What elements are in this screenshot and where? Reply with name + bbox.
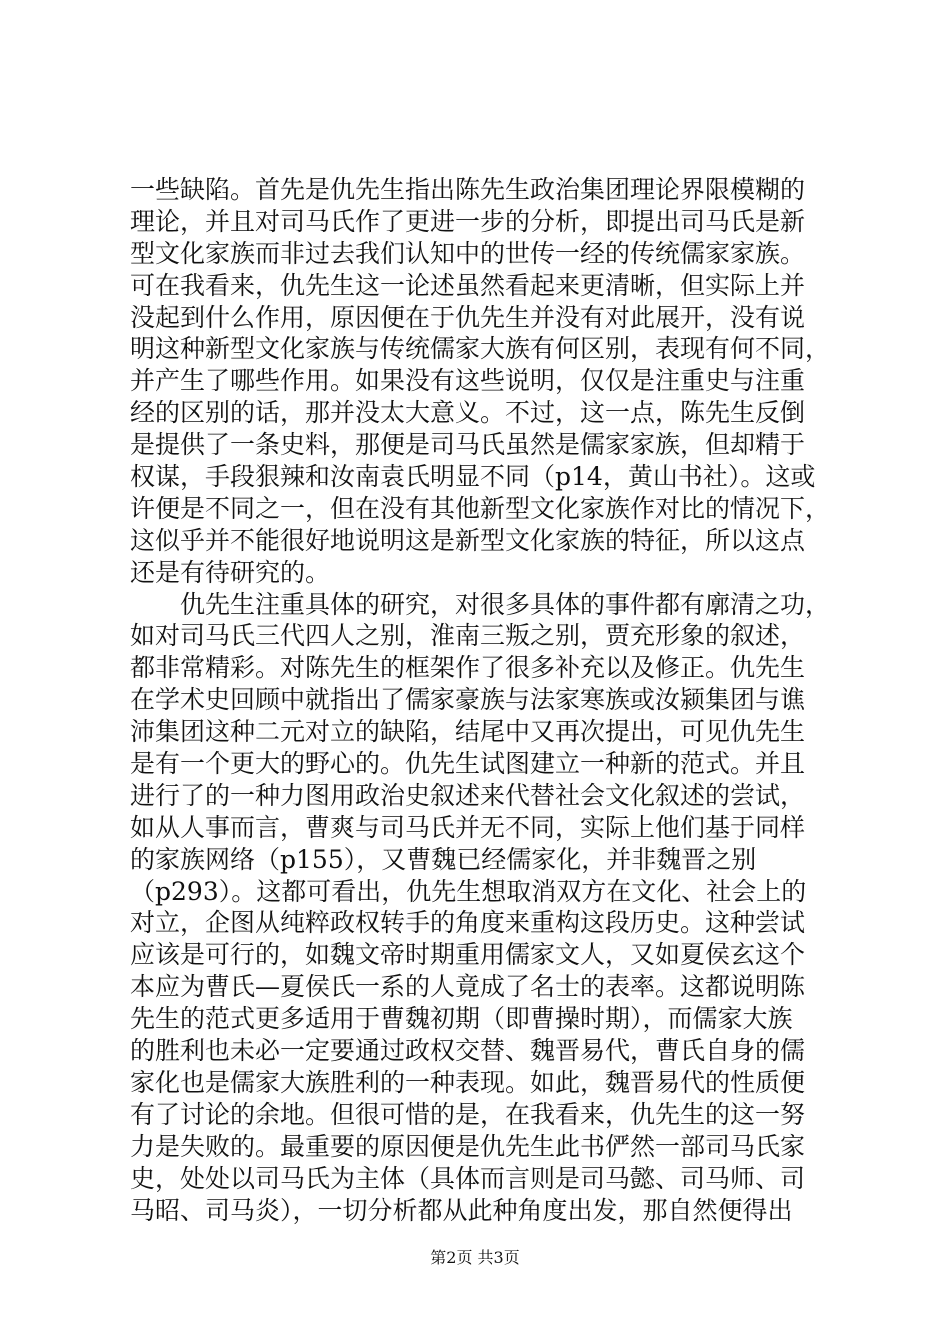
body-text bbox=[130, 174, 830, 1226]
text-line: 有了讨论的余地。但很可惜的是，在我看来，仇先生的这一努 bbox=[130, 1099, 806, 1129]
text-line: 理论，并且对司马氏作了更进一步的分析，即提出司马氏是新 bbox=[130, 206, 806, 236]
text-line: （p293）。这都可看出，仇先生想取消双方在文化、社会上的 bbox=[130, 876, 807, 906]
text-line: 这似乎并不能很好地说明这是新型文化家族的特征，所以这点 bbox=[130, 525, 806, 555]
text-line: 家化也是儒家大族胜利的一种表现。如此，魏晋易代的性质便 bbox=[130, 1067, 806, 1097]
text-line: 如对司马氏三代四人之别，淮南三叛之别，贾充形象的叙述， bbox=[130, 621, 806, 651]
text-line: 都非常精彩。对陈先生的框架作了很多补充以及修正。仇先生 bbox=[130, 653, 806, 683]
text-line: 许便是不同之一，但在没有其他新型文化家族作对比的情况下， bbox=[130, 493, 831, 523]
text-line: 进行了的一种力图用政治史叙述来代替社会文化叙述的尝试， bbox=[130, 780, 806, 810]
text-line: 仇先生注重具体的研究，对很多具体的事件都有廓清之功， bbox=[130, 589, 831, 619]
text-line: 型文化家族而非过去我们认知中的世传一经的传统儒家家族。 bbox=[130, 238, 806, 268]
text-line: 是提供了一条史料，那便是司马氏虽然是儒家家族，但却精于 bbox=[130, 430, 806, 460]
text-line: 如从人事而言，曹爽与司马氏并无不同，实际上他们基于同样 bbox=[130, 812, 806, 842]
text-line: 是有一个更大的野心的。仇先生试图建立一种新的范式。并且 bbox=[130, 749, 806, 779]
text-line: 在学术史回顾中就指出了儒家豪族与法家寒族或汝颍集团与谯 bbox=[130, 685, 806, 715]
text-line: 的家族网络（p155），又曹魏已经儒家化，并非魏晋之别 bbox=[130, 844, 757, 874]
text-line: 还是有待研究的。 bbox=[130, 557, 331, 587]
text-line: 马昭、司马炎），一切分析都从此种角度出发，那自然便得出 bbox=[130, 1195, 793, 1225]
text-line: 先生的范式更多适用于曹魏初期（即曹操时期），而儒家大族 bbox=[130, 1004, 793, 1034]
text-line: 一些缺陷。首先是仇先生指出陈先生政治集团理论界限模糊的 bbox=[130, 175, 806, 204]
text-line: 史，处处以司马氏为主体（具体而言则是司马懿、司马师、司 bbox=[130, 1163, 806, 1193]
text-line: 对立，企图从纯粹政权转手的角度来重构这段历史。这种尝试 bbox=[130, 908, 806, 938]
text-line: 本应为曹氏—夏侯氏一系的人竟成了名士的表率。这都说明陈 bbox=[130, 972, 806, 1002]
text-line: 可在我看来，仇先生这一论述虽然看起来更清晰，但实际上并 bbox=[130, 270, 806, 300]
text-line: 力是失败的。最重要的原因便是仇先生此书俨然一部司马氏家 bbox=[130, 1131, 806, 1161]
text-line: 明这种新型文化家族与传统儒家大族有何区别，表现有何不同， bbox=[130, 334, 831, 364]
text-line: 的胜利也未必一定要通过政权交替、魏晋易代，曹氏自身的儒 bbox=[130, 1036, 806, 1066]
text-line: 经的区别的话，那并没太大意义。不过，这一点，陈先生反倒 bbox=[130, 398, 806, 428]
text-line: 应该是可行的，如魏文帝时期重用儒家文人，又如夏侯玄这个 bbox=[130, 940, 806, 970]
text-line: 沛集团这种二元对立的缺陷，结尾中又再次提出，可见仇先生 bbox=[130, 717, 806, 747]
page-number-footer: 第2页 共3页 bbox=[430, 1248, 520, 1267]
text-line: 并产生了哪些作用。如果没有这些说明，仅仅是注重史与注重 bbox=[130, 366, 806, 396]
text-line: 权谋，手段狠辣和汝南袁氏明显不同（p14，黄山书社）。这或 bbox=[130, 462, 816, 492]
text-line: 没起到什么作用，原因便在于仇先生并没有对此展开，没有说 bbox=[130, 302, 806, 332]
